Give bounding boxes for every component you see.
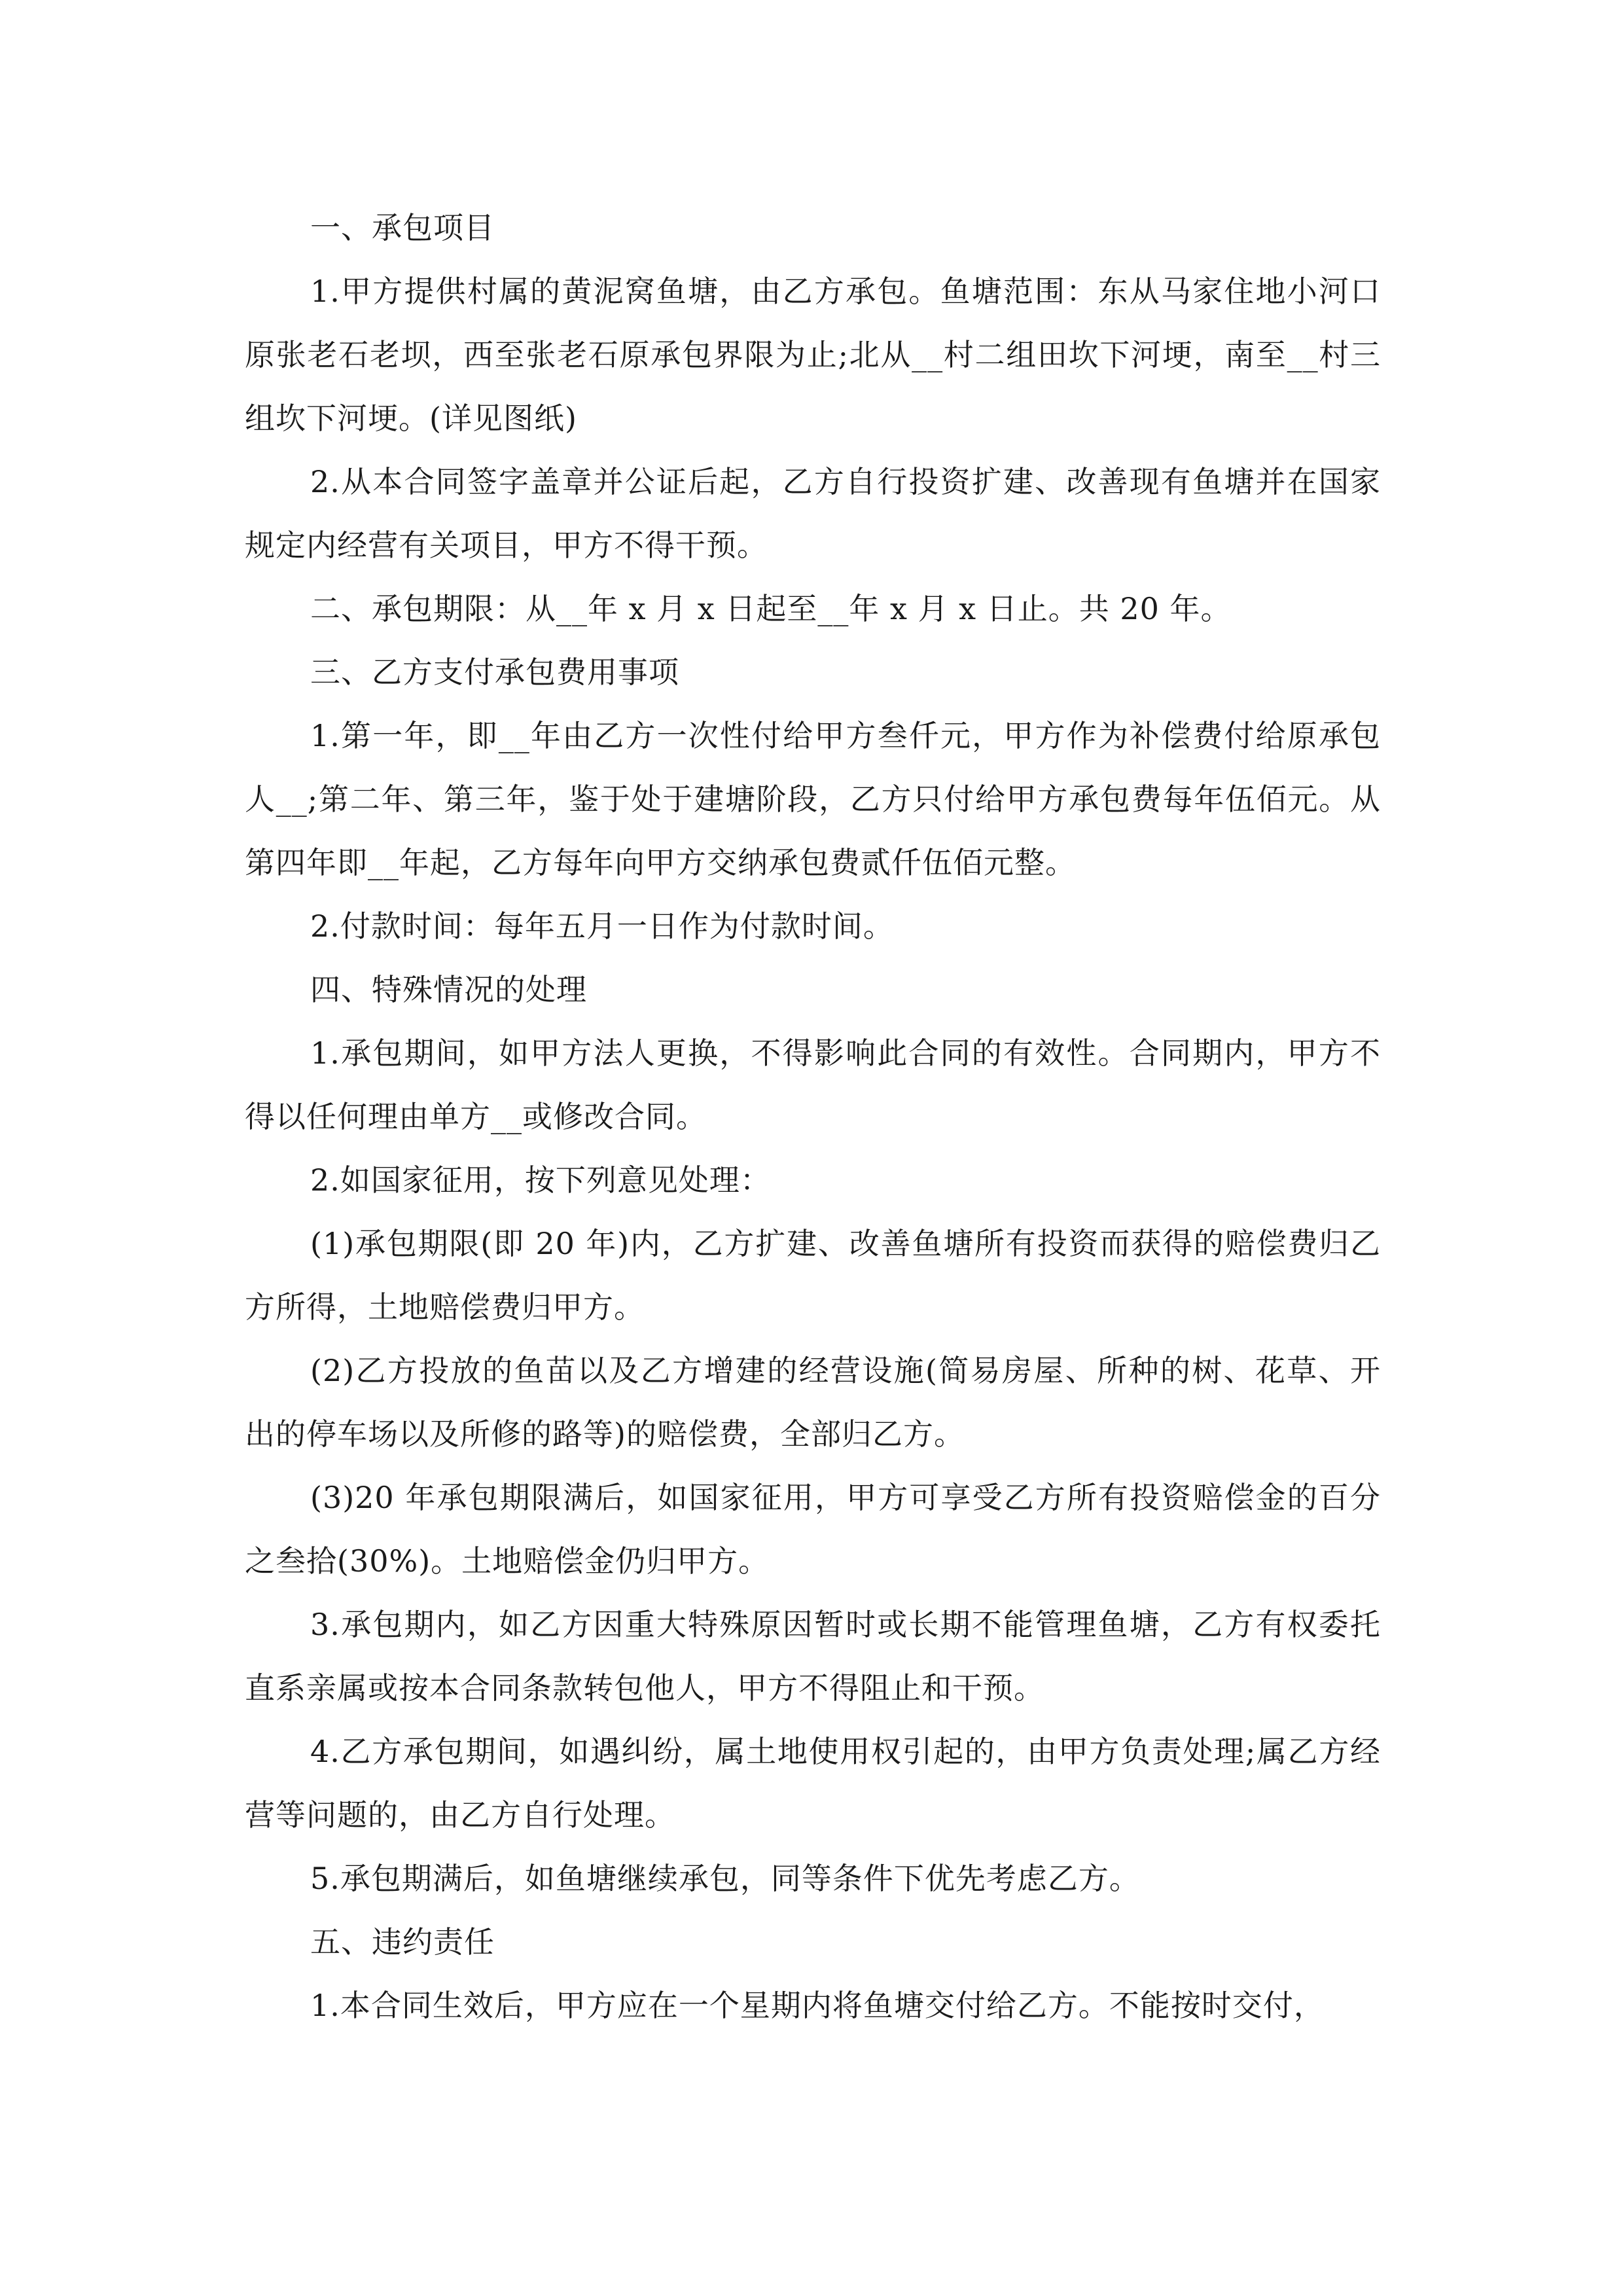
paragraph: 2.从本合同签字盖章并公证后起，乙方自行投资扩建、改善现有鱼塘并在国家规定内经营有关项目，甲方不得干预。 [245, 464, 1381, 563]
section-heading-1: 一、承包项目 [310, 210, 495, 245]
paragraph: 1.第一年，即__年由乙方一次性付给甲方叁仟元，甲方作为补偿费付给原承包人__;第二年、第三年，鉴于处于建塘阶段，乙方只付给甲方承包费每年伍佰元。从第四年即__年起，乙方每年向甲方交纳承包费贰仟伍佰元整。 [245, 718, 1381, 880]
paragraph: (2)乙方投放的鱼苗以及乙方增建的经营设施(简易房屋、所种的树、花草、开出的停车场以及所修的路等)的赔偿费，全部归乙方。 [245, 1353, 1381, 1452]
paragraph: (1)承包期限(即 20 年)内，乙方扩建、改善鱼塘所有投资而获得的赔偿费归乙方所得，土地赔偿费归甲方。 [245, 1226, 1381, 1325]
paragraph: 1.甲方提供村属的黄泥窝鱼塘，由乙方承包。鱼塘范围：东从马家住地小河口原张老石老坝，西至张老石原承包界限为止;北从__村二组田坎下河埂，南至__村三组坎下河埂。(详见图纸) [245, 274, 1381, 436]
paragraph: 1.承包期间，如甲方法人更换，不得影响此合同的有效性。合同期内，甲方不得以任何理由单方__或修改合同。 [245, 1035, 1381, 1134]
paragraph: 4.乙方承包期间，如遇纠纷，属土地使用权引起的，由甲方负责处理;属乙方经营等问题的，由乙方自行处理。 [245, 1734, 1381, 1833]
document-page [245, 196, 1381, 2037]
paragraph: 3.承包期内，如乙方因重大特殊原因暂时或长期不能管理鱼塘，乙方有权委托直系亲属或按本合同条款转包他人，甲方不得阻止和干预。 [245, 1607, 1381, 1706]
paragraph: (3)20 年承包期限满后，如国家征用，甲方可享受乙方所有投资赔偿金的百分之叁拾(30%)。土地赔偿金仍归甲方。 [245, 1480, 1381, 1579]
paragraph: 2.付款时间：每年五月一日作为付款时间。 [310, 908, 894, 944]
paragraph: 1.本合同生效后，甲方应在一个星期内将鱼塘交付给乙方。不能按时交付， [310, 1988, 1325, 2023]
section-heading-2: 二、承包期限：从__年 x 月 x 日起至__年 x 月 x 日止。共 20 年。 [310, 591, 1232, 626]
section-heading-5: 五、违约责任 [310, 1924, 495, 1960]
paragraph: 2.如国家征用，按下列意见处理： [310, 1162, 771, 1198]
section-heading-4: 四、特殊情况的处理 [310, 972, 587, 1007]
section-heading-3: 三、乙方支付承包费用事项 [310, 655, 679, 690]
paragraph: 5.承包期满后，如鱼塘继续承包，同等条件下优先考虑乙方。 [310, 1861, 1140, 1896]
